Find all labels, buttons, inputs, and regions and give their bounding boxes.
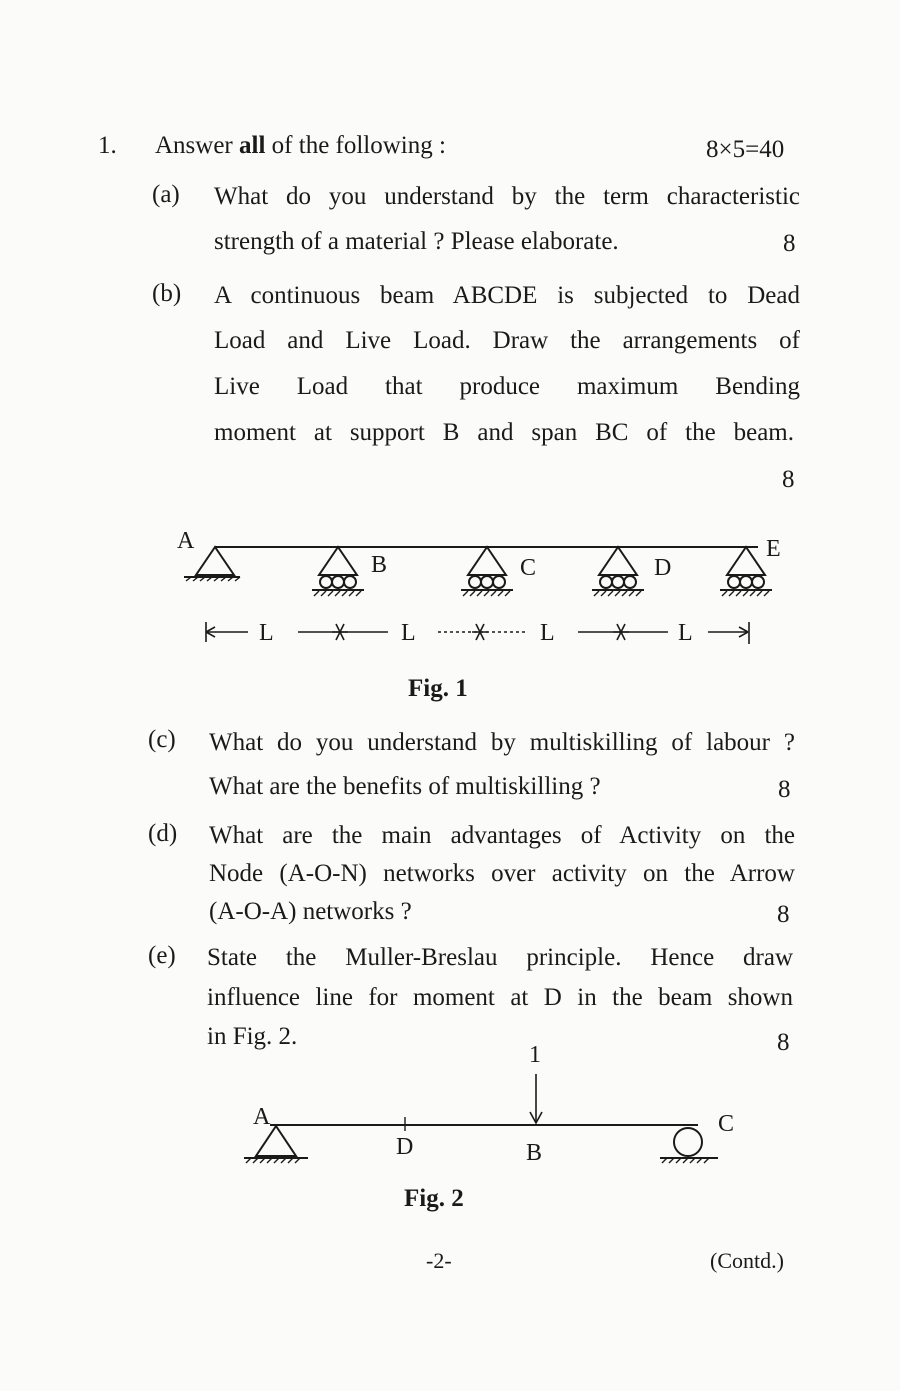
part-a-line-1: What do you understand by the term characteristic bbox=[214, 183, 800, 210]
intro-post: of the following : bbox=[265, 132, 446, 159]
fig2-support-a bbox=[256, 1126, 296, 1156]
part-d-line-1: What are the main advantages of Activity on the bbox=[209, 822, 795, 849]
question-marks: 8×5=40 bbox=[706, 136, 785, 163]
part-a-marks: 8 bbox=[783, 230, 796, 257]
part-e-line-3: in Fig. 2. bbox=[207, 1023, 298, 1050]
part-e-marks: 8 bbox=[777, 1029, 790, 1056]
fig2-label-b: B bbox=[526, 1140, 543, 1166]
part-d-marks: 8 bbox=[777, 901, 790, 928]
fig2-label-c: C bbox=[718, 1111, 735, 1137]
fig1-span-2: L bbox=[401, 620, 416, 646]
part-c-marks: 8 bbox=[778, 776, 791, 803]
part-a-label: (a) bbox=[152, 181, 180, 208]
part-d-line-2: Node (A-O-N) networks over activity on the Arrow bbox=[209, 860, 795, 887]
intro-pre: Answer bbox=[155, 132, 240, 159]
fig1-span-4: L bbox=[678, 620, 693, 646]
question-number: 1. bbox=[98, 132, 117, 159]
part-a-line-2: strength of a material ? Please elaborate. bbox=[214, 228, 619, 255]
part-b-line-4: moment at support B and span BC of the beam. bbox=[214, 419, 794, 446]
fig1-label-b: B bbox=[371, 552, 388, 578]
part-c-line-2: What are the benefits of multiskilling ? bbox=[209, 773, 601, 800]
part-b-label: (b) bbox=[152, 280, 182, 307]
part-e-line-1: State the Muller-Breslau principle. Hence draw bbox=[207, 944, 793, 971]
part-b-marks: 8 bbox=[782, 466, 795, 493]
part-d-label: (d) bbox=[148, 820, 178, 847]
fig2-support-c bbox=[674, 1128, 702, 1156]
part-e-label: (e) bbox=[148, 942, 176, 969]
fig1-label-e: E bbox=[766, 536, 781, 562]
fig2-label-a: A bbox=[253, 1104, 271, 1130]
fig1-span-1: L bbox=[259, 620, 274, 646]
fig1-caption: Fig. 1 bbox=[408, 675, 468, 702]
continued-note: (Contd.) bbox=[710, 1248, 784, 1273]
fig2-label-d: D bbox=[396, 1134, 414, 1160]
fig1-label-a: A bbox=[177, 528, 195, 554]
fig1-label-c: C bbox=[520, 555, 537, 581]
fig1-label-d: D bbox=[654, 555, 672, 581]
part-b-line-2: Load and Live Load. Draw the arrangements of bbox=[214, 327, 800, 354]
part-d-line-3: (A-O-A) networks ? bbox=[209, 898, 412, 925]
page-number: -2- bbox=[426, 1248, 452, 1273]
part-c-line-1: What do you understand by multiskilling of labour ? bbox=[209, 729, 795, 756]
fig1-span-3: L bbox=[540, 620, 555, 646]
fig2-caption: Fig. 2 bbox=[404, 1185, 464, 1212]
fig2-load-label: 1 bbox=[529, 1042, 541, 1068]
part-b-line-3: Live Load that produce maximum Bending bbox=[214, 373, 800, 400]
part-c-label: (c) bbox=[148, 726, 176, 753]
part-e-line-2: influence line for moment at D in the beam shown bbox=[207, 984, 793, 1011]
part-b-line-1: A continuous beam ABCDE is subjected to Dead bbox=[214, 282, 800, 309]
intro-bold: all bbox=[239, 132, 266, 159]
